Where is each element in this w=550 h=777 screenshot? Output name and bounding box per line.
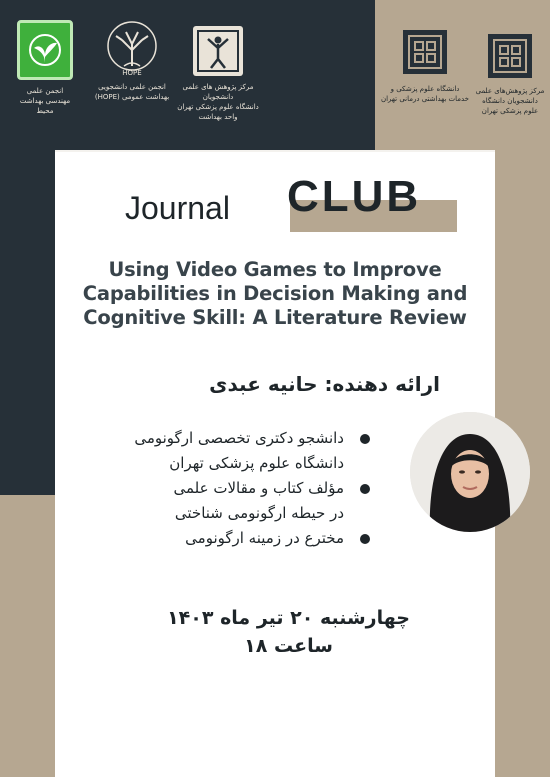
logo-caption: علوم پزشکی تهران [481, 107, 539, 115]
university-emblem-icon [486, 32, 534, 80]
logo-tums-student-research [472, 20, 548, 116]
logo-caption: انجمن علمی دانشجویی [98, 83, 166, 91]
left-tan-strip [0, 495, 55, 777]
list-item [70, 526, 370, 551]
logo-caption: خدمات بهداشتی درمانی تهران [380, 95, 470, 103]
logo-caption: مهندسی بهداشت محیط [19, 97, 71, 115]
presenter-photo [410, 412, 530, 532]
list-item-text: مخترع در زمینه ارگونومی [185, 529, 344, 547]
left-dark-strip [0, 150, 55, 495]
logo-caption: بهداشت عمومی (HOPE) [94, 93, 170, 101]
article-title-line: Cognitive Skill: A Literature Review [83, 306, 467, 329]
logo-student-research-health [168, 20, 268, 122]
leaf-globe-icon [17, 20, 73, 80]
university-emblem-icon [401, 28, 449, 76]
title-club: CLUB [287, 172, 422, 221]
list-item-text: مؤلف کتاب و مقالات علمی [173, 479, 344, 497]
list-item-text: دانشگاه علوم پزشکی تهران [169, 454, 344, 472]
logo-tums [372, 20, 478, 104]
logo-environmental-health [12, 20, 78, 116]
title-journal: Journal [125, 190, 230, 226]
event-date [167, 604, 410, 660]
article-title [55, 258, 495, 330]
logo-caption: دانشگاه علوم پزشکی و [390, 85, 460, 93]
logo-caption: دانشجویان دانشگاه [482, 97, 538, 105]
logo-caption: دانشگاه علوم پزشکی تهران [177, 103, 259, 111]
list-item-text: دانشجو دکتری تخصصی ارگونومی [134, 429, 344, 447]
logo-caption: مرکز پژوهش های علمی دانشجویان [182, 83, 254, 101]
event-date-day: چهارشنبه ۲۰ تیر ماه ۱۴۰۳ [167, 607, 410, 629]
logo-caption: واحد بهداشت [198, 113, 238, 121]
article-title-line: Using Video Games to Improve [108, 258, 442, 281]
article-title-line: Capabilities in Decision Making and [82, 282, 468, 305]
list-item [70, 476, 370, 526]
logo-caption: انجمن علمی [26, 87, 64, 95]
list-item-text: در حیطه ارگونومی شناختی [174, 504, 344, 522]
event-time: ساعت ۱۸ [244, 635, 333, 657]
list-item [70, 426, 370, 476]
reaching-figure-icon [193, 26, 243, 76]
hope-mark-text: HOPE [122, 69, 142, 77]
presenter-name: ارائه دهنده: حانیه عبدی [209, 372, 440, 396]
logo-hope [86, 20, 178, 102]
presenter-credentials [70, 426, 370, 551]
logo-caption: مرکز پژوهش‌های علمی [475, 87, 545, 95]
